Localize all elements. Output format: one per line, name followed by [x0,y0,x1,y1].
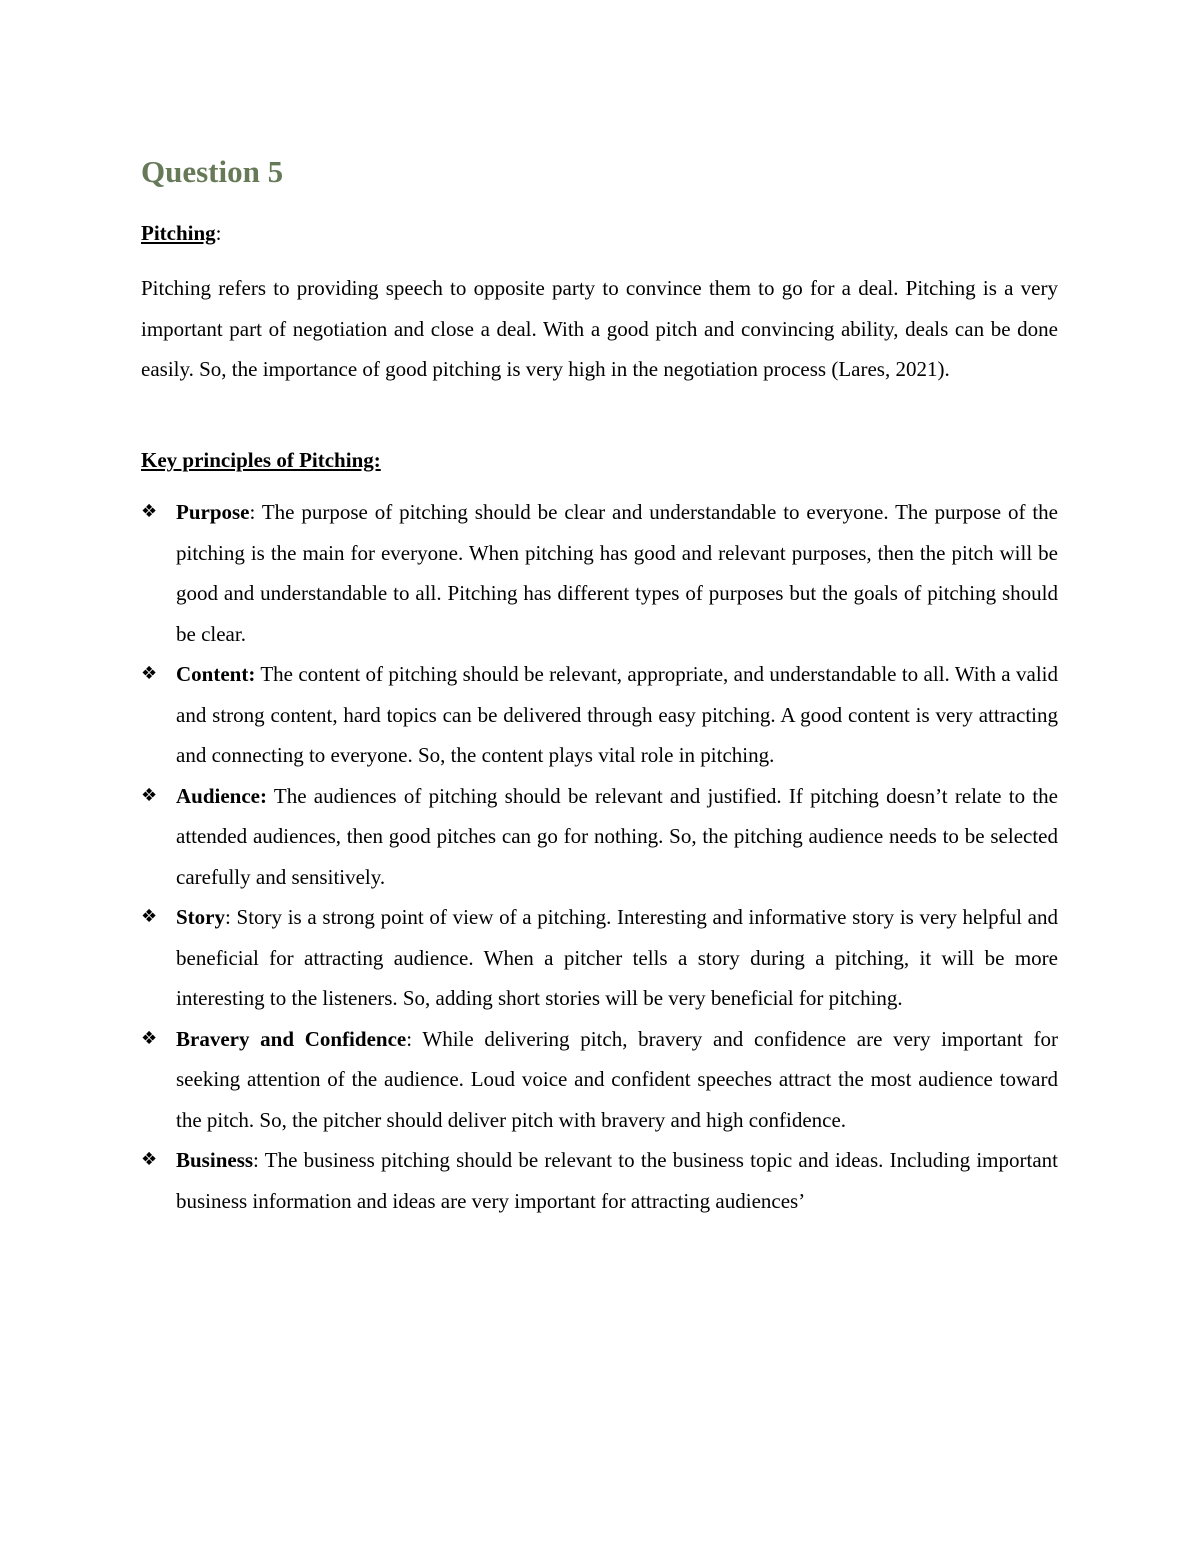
principle-text: The business pitching should be relevant to the business topic and ideas. Including important business information and ideas are very important for attracting audiences’ [176,1148,1058,1213]
diamond-bullet-icon: ❖ [141,501,158,522]
principle-item-bravery-confidence [141,1019,1058,1141]
principle-text: The purpose of pitching should be clear and understandable to everyone. The purpose of the pitching is the main for everyone. When pitching has good and relevant purposes, then the pitch will be good and understandable to all. Pitching has different types of purposes but the goals of pitching should be clear. [176,500,1058,646]
principle-item-business [141,1140,1058,1221]
principle-item-content [141,654,1058,776]
diamond-bullet-icon: ❖ [141,1027,158,1049]
diamond-bullet-icon: ❖ [141,784,158,806]
principle-text: Story is a strong point of view of a pitching. Interesting and informative story is very helpful and beneficial for attracting audience. When a pitcher tells a story during a pitching, it will be more interesting to the listeners. So, adding short stories will be very beneficial for pitching. [176,905,1058,1010]
principle-text: The content of pitching should be relevant, appropriate, and understandable to all. With a valid and strong content, hard topics can be delivered through easy pitching. A good content is very attracting and connecting to everyone. So, the content plays vital role in pitching. [176,662,1058,767]
principle-separator: : [225,905,231,929]
diamond-bullet-icon: ❖ [141,906,158,927]
principle-item-story [141,897,1058,1019]
pitching-colon: : [215,221,222,245]
principle-term: Business [176,1148,254,1172]
principle-item-audience [141,776,1058,898]
principle-term: Story [176,905,225,929]
principle-item-purpose [141,492,1058,654]
principle-term: Bravery and Confidence [176,1026,407,1051]
principle-text: The audiences of pitching should be relevant and justified. If pitching doesn’t relate to the attended audiences, then good pitches can go for nothing. So, the pitching audience needs to be selected carefully and sensitively. [176,783,1058,889]
principle-term: Audience: [176,783,267,808]
principle-term: Purpose [176,500,250,524]
principle-text: While delivering pitch, bravery and confidence are very important for seeking attention of the audience. Loud voice and confident speeches attract the most audience toward the pitch. So, the pitcher should deliver pitch with bravery and high confidence. [176,1026,1058,1132]
pitching-paragraph: Pitching refers to providing speech to opposite party to convince them to go for a deal. Pitching is a very important part of negotiation and close a deal. With a good pitch and convincing ability, deals can be done easily. So, the importance of good pitching is very high in the negotiation process (Lares, 2021). [141,276,1058,381]
question-heading: Question 5 [141,154,284,189]
principle-term: Content: [176,662,256,686]
principle-separator: : [253,1148,259,1172]
pitching-subheading [141,217,222,249]
principle-separator: : [249,500,256,524]
key-principles-heading: Key principles of Pitching: [141,448,381,472]
pitching-label: Pitching [141,221,216,245]
key-principles-list [141,492,1058,1221]
principle-separator: : [406,1026,413,1051]
diamond-bullet-icon: ❖ [141,663,158,684]
diamond-bullet-icon: ❖ [141,1149,158,1170]
